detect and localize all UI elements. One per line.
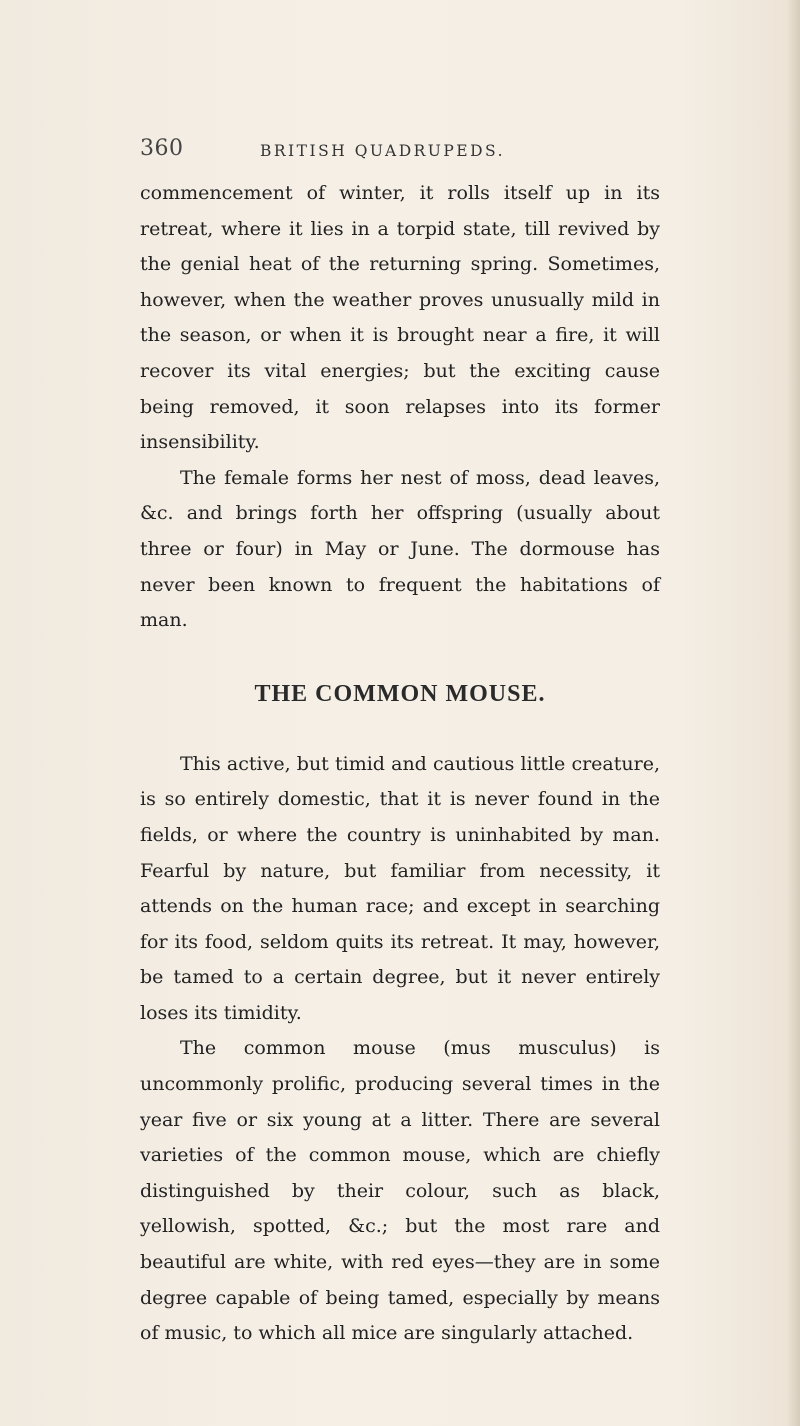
section-heading: THE COMMON MOUSE. [254,680,546,707]
paragraph-female-nest: The female forms her nest of moss, dead leaves, &c. and brings forth her offspring (usually about three or four) in May or June. The dormouse has never been known to frequent the habitations of man. [140,466,660,632]
running-title: BRITISH QUADRUPEDS. [260,142,506,160]
page-header [140,136,660,170]
page-edge-shadow [786,0,800,1426]
page-number: 360 [140,136,184,161]
body-text [140,176,660,1352]
paragraph-mouse-varieties: The common mouse (mus musculus) is uncommonly prolific, producing several times in the year five or six young at a litter. There are several varieties of the common mouse, which are chiefly distinguished by their colour, such as black, yellowish, spotted, &c.; but the most rare and beautiful are white, with red eyes—they are in some degree capable of being tamed, especially by means of music, to which all mice are singularly attached. [140,1037,660,1345]
paragraph-mouse-description: This active, but timid and cautious little creature, is so entirely domestic, that it is never found in the fields, or where the country is uninhabited by man. Fearful by nature, but familiar from necessity, it attends on the human race; and except in searching for its food, seldom quits its retreat. It may, however, be tamed to a certain degree, but it never entirely loses its timidity. [140,752,660,1024]
paragraph-continued: commencement of winter, it rolls itself up in its retreat, where it lies in a torpid state, till revived by the genial heat of the returning spring. Sometimes, however, when the weather proves unusually mild in the season, or when it is brought near a fire, it will recover its vital energies; but the exciting cause being removed, it soon relapses into its former insensibility. [140,182,660,454]
